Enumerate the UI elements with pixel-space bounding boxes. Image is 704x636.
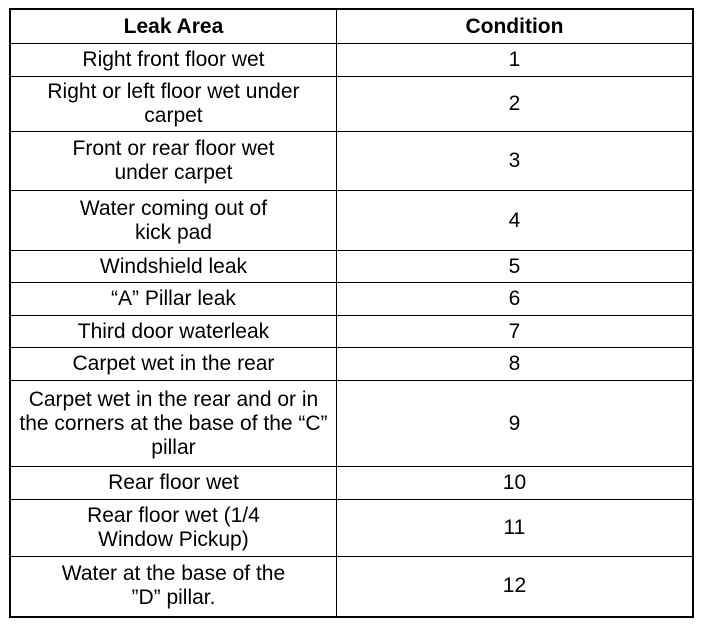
table-row bbox=[10, 557, 693, 617]
leak-area-cell: Windshield leak bbox=[10, 251, 336, 283]
leak-area-cell: Water at the base of the ”D” pillar. bbox=[10, 557, 336, 617]
table-row bbox=[10, 132, 693, 191]
leak-area-cell: Front or rear floor wet under carpet bbox=[10, 132, 336, 191]
header-leak-area: Leak Area bbox=[10, 9, 336, 44]
table-row bbox=[10, 316, 693, 348]
table-row bbox=[10, 191, 693, 251]
leak-area-cell: Carpet wet in the rear and or in the corners at the base of the “C” pillar bbox=[10, 381, 336, 467]
condition-cell: 2 bbox=[336, 77, 693, 132]
condition-cell: 6 bbox=[336, 283, 693, 316]
condition-cell: 7 bbox=[336, 316, 693, 348]
table-header-row bbox=[10, 9, 693, 44]
leak-area-cell: Right front floor wet bbox=[10, 44, 336, 77]
condition-cell: 9 bbox=[336, 381, 693, 467]
leak-area-cell: Right or left floor wet under carpet bbox=[10, 77, 336, 132]
leak-area-cell: Third door waterleak bbox=[10, 316, 336, 348]
condition-cell: 10 bbox=[336, 467, 693, 500]
leak-area-cell: Carpet wet in the rear bbox=[10, 348, 336, 381]
condition-cell: 8 bbox=[336, 348, 693, 381]
table-row bbox=[10, 348, 693, 381]
header-condition: Condition bbox=[336, 9, 693, 44]
table-row bbox=[10, 283, 693, 316]
leak-area-cell: Rear floor wet bbox=[10, 467, 336, 500]
condition-cell: 4 bbox=[336, 191, 693, 251]
table-row bbox=[10, 251, 693, 283]
leak-area-cell: Rear floor wet (1/4 Window Pickup) bbox=[10, 500, 336, 557]
leak-area-cell: “A” Pillar leak bbox=[10, 283, 336, 316]
table-row bbox=[10, 500, 693, 557]
table-row bbox=[10, 381, 693, 467]
leak-table-container bbox=[9, 8, 694, 618]
table-row bbox=[10, 77, 693, 132]
condition-cell: 1 bbox=[336, 44, 693, 77]
leak-condition-table bbox=[9, 8, 694, 618]
condition-cell: 11 bbox=[336, 500, 693, 557]
condition-cell: 5 bbox=[336, 251, 693, 283]
condition-cell: 12 bbox=[336, 557, 693, 617]
table-row bbox=[10, 467, 693, 500]
table-row bbox=[10, 44, 693, 77]
condition-cell: 3 bbox=[336, 132, 693, 191]
leak-area-cell: Water coming out of kick pad bbox=[10, 191, 336, 251]
